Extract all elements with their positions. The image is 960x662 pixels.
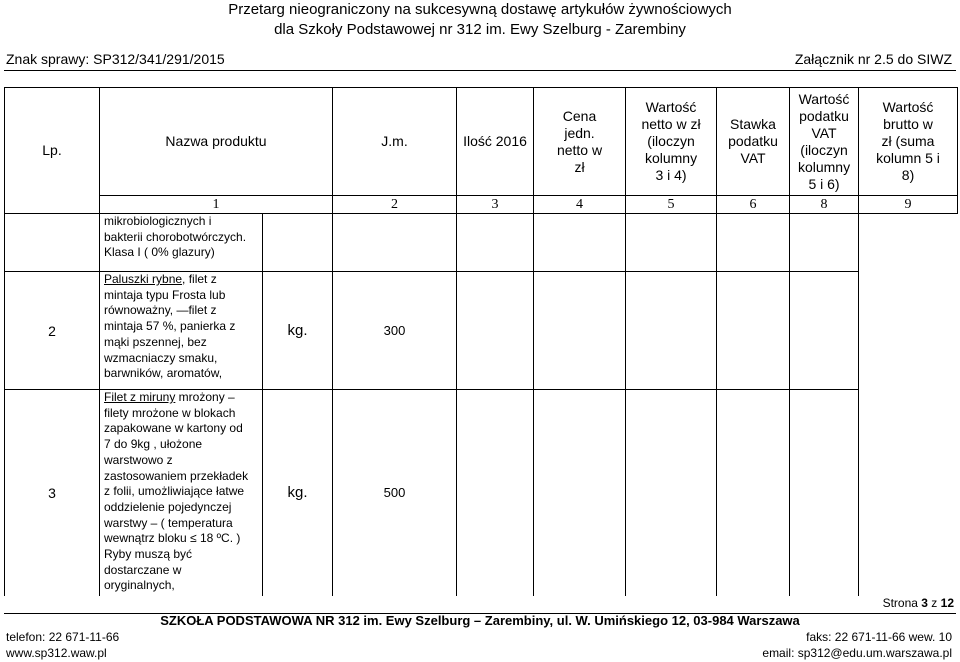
row-net-value bbox=[534, 272, 626, 390]
fax-number: faks: 22 671-11-66 wew. 10 bbox=[806, 630, 952, 644]
website-link[interactable]: www.sp312.waw.pl bbox=[6, 646, 107, 660]
row-vat-rate bbox=[626, 390, 717, 596]
table-row bbox=[5, 390, 958, 596]
header-vat-value: Wartość podatku VAT (iloczyn kolumny 5 i 6) bbox=[790, 88, 859, 196]
header-net-value: Wartość netto w zł (iloczyn kolumny 3 i 4) bbox=[626, 88, 717, 196]
column-number: 4 bbox=[534, 196, 626, 214]
column-number: 9 bbox=[859, 196, 958, 214]
phone-number: telefon: 22 671-11-66 bbox=[6, 630, 120, 644]
row-lp: 3 bbox=[5, 390, 100, 596]
header-quantity: Ilość 2016 bbox=[457, 88, 534, 196]
attachment-label: Załącznik nr 2.5 do SIWZ bbox=[794, 51, 952, 67]
row-unit-price bbox=[457, 390, 534, 596]
column-number: 6 bbox=[717, 196, 790, 214]
product-description: Paluszki rybne, filet z mintaja typu Frosta lub równoważny, —filet z mintaja 57 %, panierka z mąki pszennej, bez wzmacniaczy smaku, barwników, aromatów, bbox=[100, 272, 263, 390]
header-unit-price: Cena jedn. netto w zł bbox=[534, 88, 626, 196]
header-divider bbox=[4, 70, 956, 71]
row-unit: kg. bbox=[263, 272, 333, 390]
case-reference: Znak sprawy: SP312/341/291/2015 bbox=[6, 51, 225, 67]
school-address: SZKOŁA PODSTAWOWA NR 312 im. Ewy Szelburg – Zarembiny, ul. W. Umińskiego 12, 03-984 Warszawa bbox=[160, 613, 800, 628]
price-table bbox=[4, 87, 958, 596]
row-unit-price bbox=[457, 272, 534, 390]
row-net-value bbox=[534, 390, 626, 596]
table-row-continuation bbox=[5, 214, 958, 272]
table-header-row bbox=[5, 88, 958, 196]
row-vat-value bbox=[717, 272, 790, 390]
row-quantity: 500 bbox=[333, 390, 457, 596]
continued-description: mikrobiologicznych i bakterii chorobotwórczych. Klasa I ( 0% glazury) bbox=[100, 214, 263, 272]
header-lp: Lp. bbox=[5, 88, 100, 214]
row-gross-value bbox=[790, 390, 859, 596]
column-number: 2 bbox=[333, 196, 457, 214]
email-link[interactable]: email: sp312@edu.um.warszawa.pl bbox=[762, 646, 952, 660]
table-row bbox=[5, 272, 958, 390]
row-lp: 2 bbox=[5, 272, 100, 390]
header-product-name: Nazwa produktu bbox=[100, 88, 333, 196]
column-number: 3 bbox=[457, 196, 534, 214]
row-vat-rate bbox=[626, 272, 717, 390]
document-title-line-2: dla Szkoły Podstawowej nr 312 im. Ewy Szelburg - Zarembiny bbox=[274, 21, 686, 38]
row-unit: kg. bbox=[263, 390, 333, 596]
row-gross-value bbox=[790, 272, 859, 390]
column-number: 1 bbox=[100, 196, 333, 214]
product-description: Filet z miruny mrożony – filety mrożone w blokach zapakowane w kartony od 7 do 9kg , ułożone warstwowo z zastosowaniem przekładek z folii, umożliwiające łatwe oddzielenie pojedynczej warstwy – ( temperatura wewnątrz bloku ≤ 18 ºC. ) Ryby muszą być dostarczane w oryginalnych, bbox=[100, 390, 263, 596]
column-number-row bbox=[5, 196, 958, 214]
row-vat-value bbox=[717, 390, 790, 596]
header-vat-rate: Stawka podatku VAT bbox=[717, 88, 790, 196]
document-title-line-1: Przetarg nieograniczony na sukcesywną dostawę artykułów żywnościowych bbox=[228, 1, 732, 18]
page-number: Strona 3 z 12 bbox=[882, 596, 954, 610]
header-unit: J.m. bbox=[333, 88, 457, 196]
row-quantity: 300 bbox=[333, 272, 457, 390]
column-number: 8 bbox=[790, 196, 859, 214]
column-number: 5 bbox=[626, 196, 717, 214]
header-gross-value: Wartość brutto w zł (suma kolumn 5 i 8) bbox=[859, 88, 958, 196]
